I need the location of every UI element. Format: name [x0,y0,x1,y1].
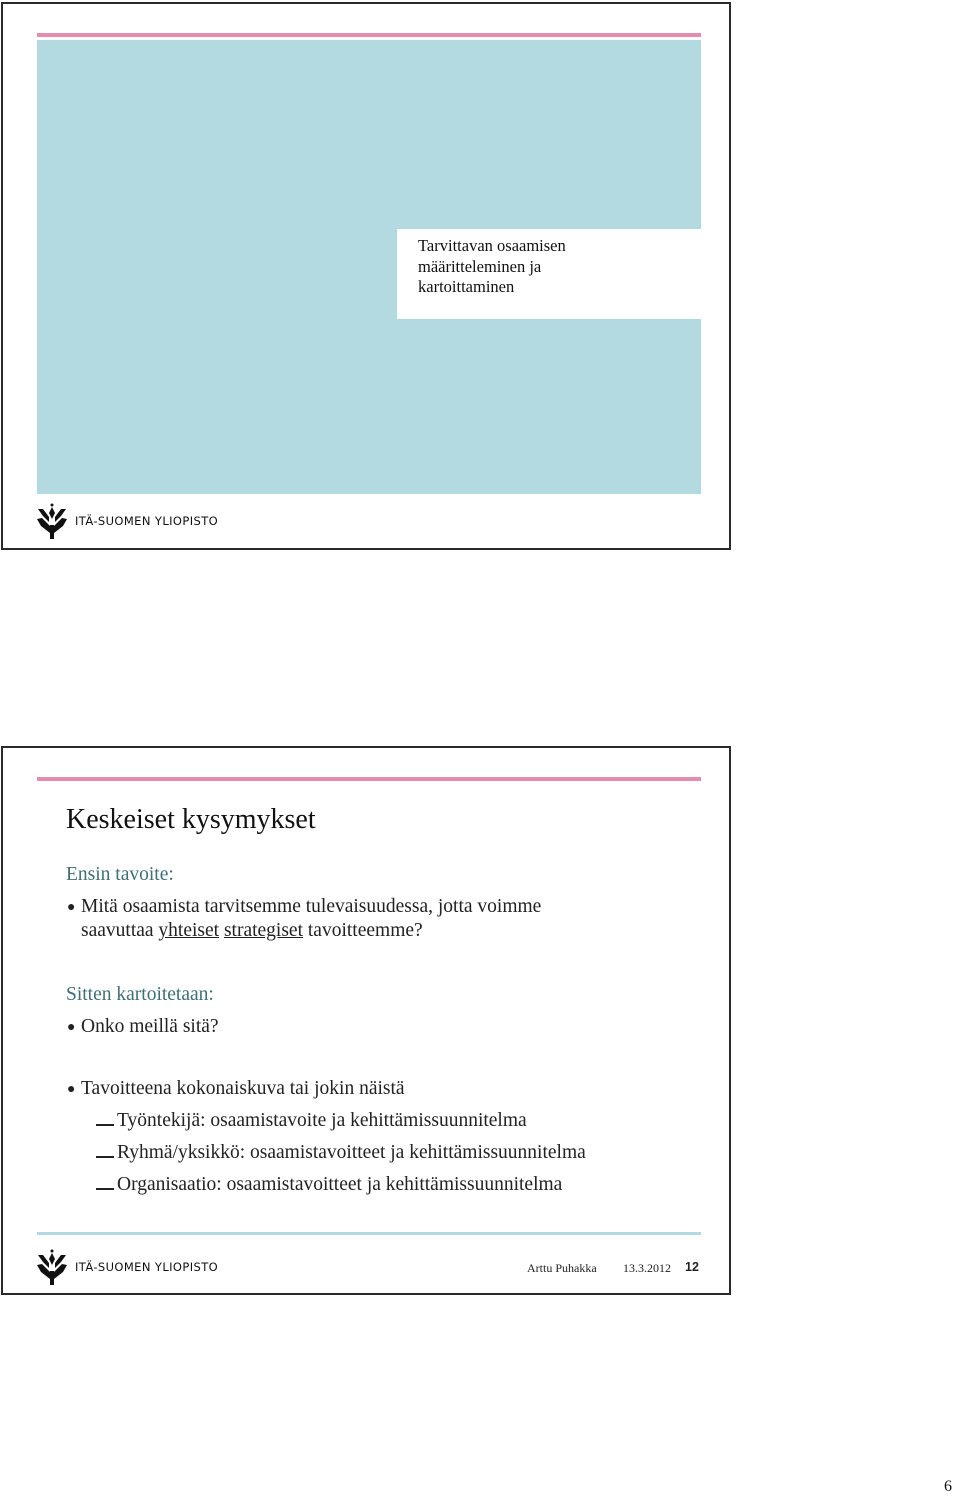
title-line-2: määritteleminen ja [418,256,542,276]
university-logo [35,503,218,539]
title-background [37,40,701,494]
dash-icon [96,1124,114,1126]
bottom-divider [37,1232,701,1235]
bullet-1-text-end: tavoitteemme? [307,920,423,941]
slide-2 [1,746,731,1295]
footer-author: Arttu Puhakka [527,1261,597,1275]
sub-item-2: Ryhmä/yksikkö: osaamistavoitteet ja kehittämissuunnitelma [117,1142,586,1163]
slide-number: 12 [685,1260,699,1274]
sub-item-1: Työntekijä: osaamistavoite ja kehittämissuunnitelma [117,1110,527,1131]
logo-emblem-icon [35,1249,69,1285]
first-goal-label: Ensin tavoite: [66,864,174,885]
bullet-icon: ● [67,1082,76,1097]
top-accent-bar [37,777,701,781]
title-box [397,229,701,319]
bullet-1-line-2 [81,920,423,942]
page-number: 6 [944,1478,952,1495]
university-logo [35,1249,218,1285]
bullet-2: Onko meillä sitä? [81,1016,219,1037]
dash-icon [96,1188,114,1190]
bullet-1-text-start: saavuttaa [81,920,154,941]
sub-item-3: Organisaatio: osaamistavoitteet ja kehittämissuunnitelma [117,1174,563,1195]
bullet-3: Tavoitteena kokonaiskuva tai jokin näistä [81,1078,405,1099]
underlined-word-strategiset: strategiset [223,920,304,941]
logo-emblem-icon [35,503,69,539]
underlined-word-yhteiset: yhteiset [158,920,220,941]
bullet-icon: ● [67,1020,76,1035]
slide-1 [1,2,731,550]
footer-date: 13.3.2012 [623,1261,671,1275]
top-accent-bar [37,33,701,37]
logo-text: ITÄ-SUOMEN YLIOPISTO [75,514,219,528]
slide-title: Keskeiset kysymykset [66,804,316,835]
slide-title [418,236,688,298]
title-line-3: kartoittaminen [418,277,515,296]
bullet-1-line-1: Mitä osaamista tarvitsemme tulevaisuudessa, jotta voimme [81,896,542,917]
title-line-1: Tarvittavan osaamisen [418,236,566,255]
dash-icon [96,1156,114,1158]
then-label: Sitten kartoitetaan: [66,984,214,1005]
bullet-icon: ● [67,900,76,915]
logo-text: ITÄ-SUOMEN YLIOPISTO [75,1260,219,1274]
